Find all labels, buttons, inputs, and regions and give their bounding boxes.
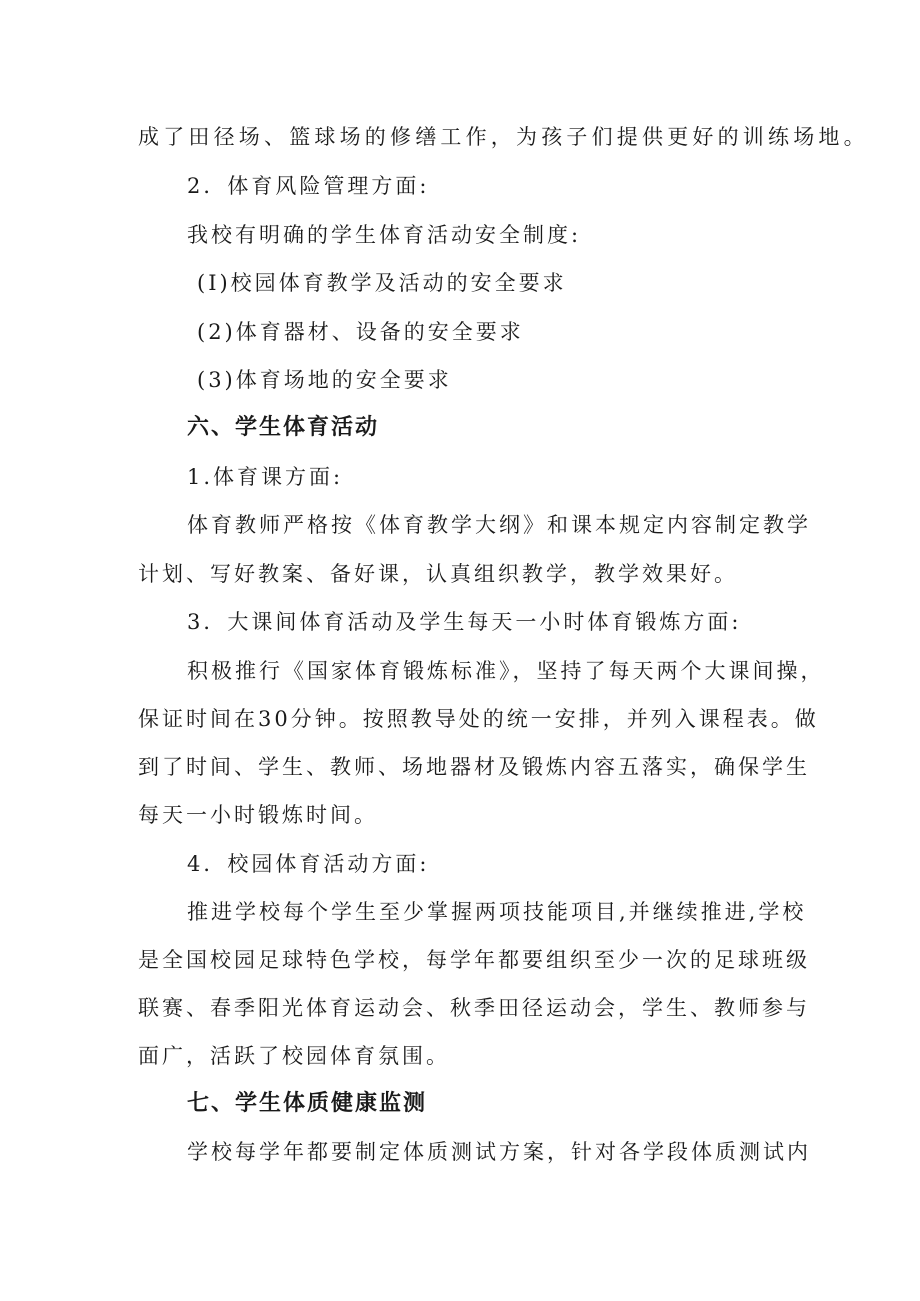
section-subheading: 3．大课间体育活动及学生每天一小时体育锻炼方面: — [187, 610, 742, 634]
section-heading: 七、学生体质健康监测 — [187, 1091, 428, 1116]
paragraph-line: 每天一小时锻炼时间。 — [138, 803, 378, 827]
paragraph-line: 到了时间、学生、教师、场地器材及锻炼内容五落实，确保学生 — [138, 755, 810, 779]
paragraph-line: 积极推行《国家体育锻炼标准》，坚持了每天两个大课间操， — [187, 659, 825, 683]
paragraph-line: 联赛、春季阳光体育运动会、秋季田径运动会，学生、教师参与 — [138, 996, 810, 1020]
list-item: (I)校园体育教学及活动的安全要求 — [197, 271, 567, 295]
paragraph-line: 是全国校园足球特色学校，每学年都要组织至少一次的足球班级 — [138, 948, 810, 972]
list-item: (3)体育场地的安全要求 — [197, 368, 452, 392]
paragraph-line: 推进学校每个学生至少掌握两项技能项目,并继续推进,学校 — [187, 900, 807, 924]
section-subheading: 4．校园体育活动方面: — [187, 852, 430, 876]
paragraph-line: 保证时间在30分钟。按照教导处的统一安排，并列入课程表。做 — [138, 707, 819, 731]
section-heading: 六、学生体育活动 — [187, 415, 380, 440]
paragraph-line: 学校每学年都要制定体质测试方案，针对各学段体质测试内 — [187, 1140, 811, 1164]
paragraph-line: 面广，活跃了校园体育氛围。 — [138, 1044, 450, 1068]
section-subheading: 1.体育课方面: — [187, 465, 344, 489]
paragraph-line: 成了田径场、篮球场的修缮工作，为孩子们提供更好的训练场地。 — [138, 125, 869, 149]
section-subheading: 2．体育风险管理方面: — [187, 174, 430, 198]
paragraph-line: 计划、写好教案、备好课，认真组织教学，教学效果好。 — [138, 562, 738, 586]
list-item: (2)体育器材、设备的安全要求 — [197, 320, 524, 344]
paragraph-line: 体育教师严格按《体育教学大纲》和课本规定内容制定教学 — [187, 513, 811, 537]
paragraph-line: 我校有明确的学生体育活动安全制度: — [187, 223, 582, 247]
